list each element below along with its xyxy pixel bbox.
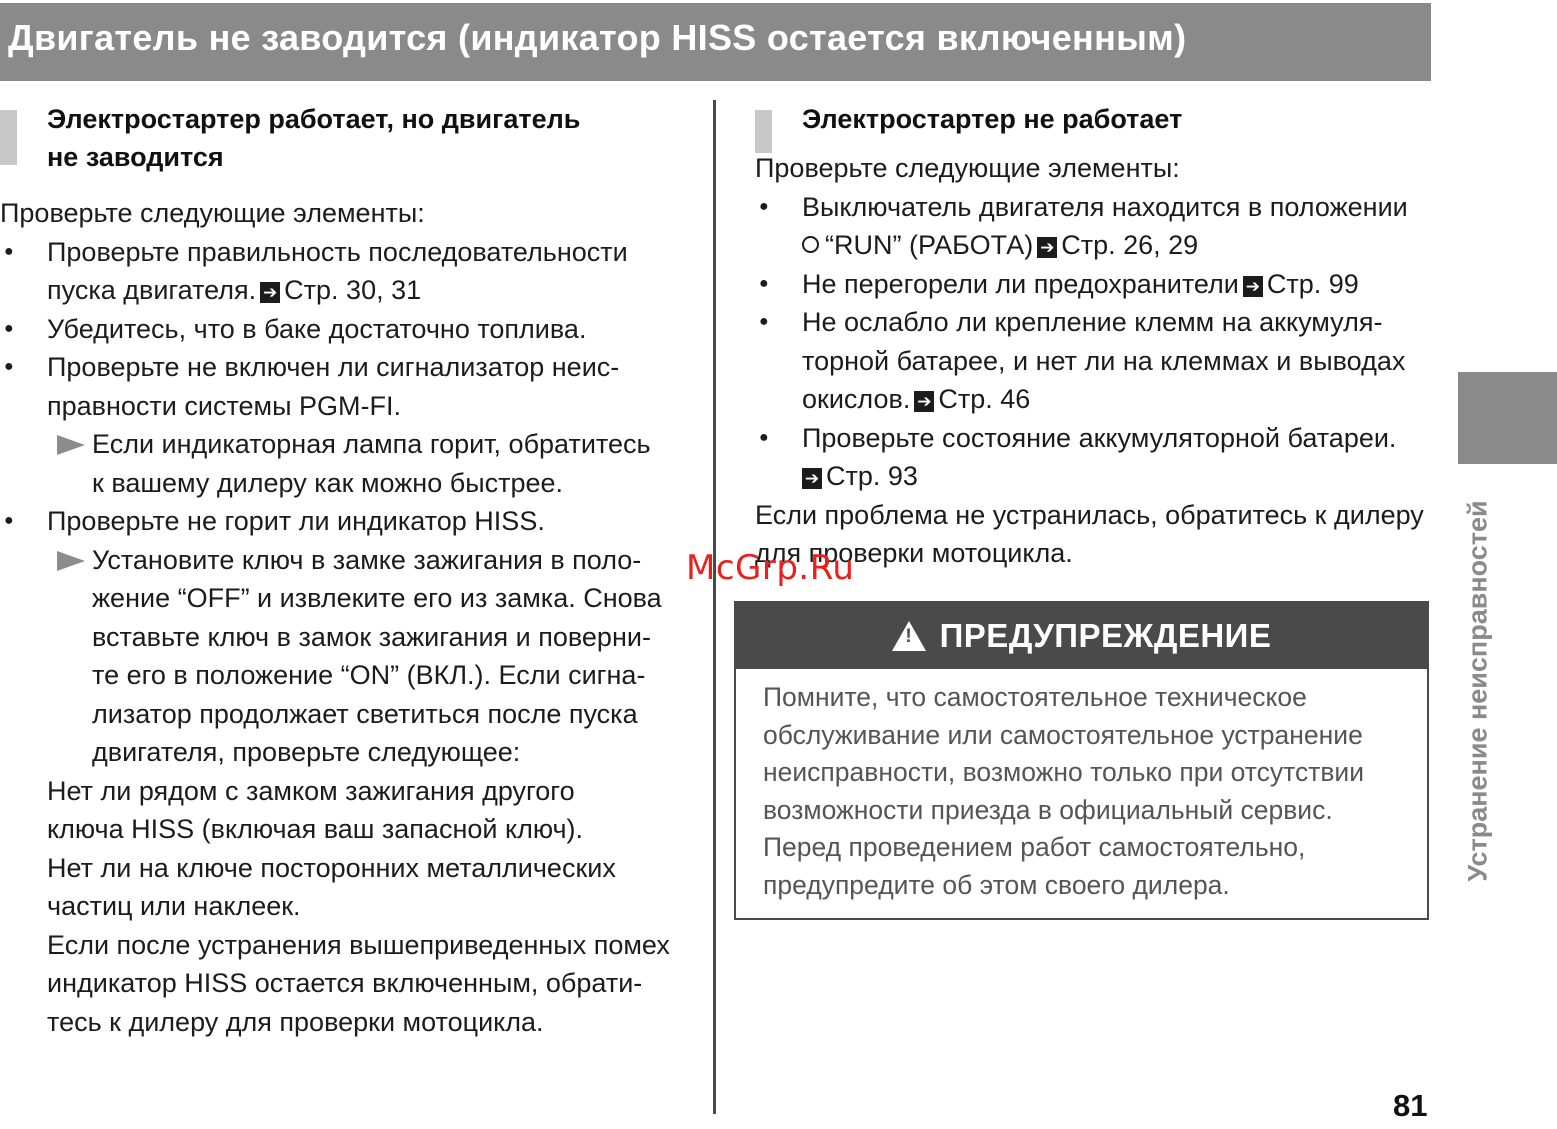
subheading-marker [755,110,772,153]
arrow-reference-icon: ➔ [1243,276,1263,297]
watermark: McGrp.Ru [686,548,855,588]
run-switch-icon [802,236,819,253]
page-reference: Стр. 93 [826,461,918,491]
left-column [0,100,700,1041]
right-subheading [755,100,1445,138]
right-column [755,100,1445,573]
page-reference: Стр. 46 [938,384,1031,414]
arrow-reference-icon: ➔ [802,468,822,489]
triangle-pointer-icon [57,551,85,571]
list-item: ● Выключатель двигателя находится в положении “RUN” (РАБОТА) ➔ Стр. 26, 29 [755,188,1445,265]
list-item: ● Проверьте не включен ли сигнализатор неис- правности системы PGM-FI. [0,348,700,425]
warning-body: Помните, что самостоятельное техническое обслуживание или самостоятельное устранение неисправности, возможно только при отсутствии возможности приезда в официальный сервис. Перед проведением работ самостоятельно, предупредите об этом своего дилера. [763,682,1365,900]
list-item: ● Убедитесь, что в баке достаточно топлива. [0,310,700,349]
page-reference: Стр. 30, 31 [284,275,422,305]
list-item: ● Проверьте состояние аккумуляторной батареи. ➔ Стр. 93 [755,419,1445,496]
left-heading-line2: не заводится [47,142,224,172]
arrow-reference-icon: ➔ [260,282,280,303]
title-bar [0,3,1431,81]
section-label: Устранение неисправностей [1462,500,1493,882]
note-item: Установите ключ в замке зажигания в поло- жение “OFF” и извлеките его из замка. Снова вставьте ключ в замок зажигания и поверни- те его в положение “ON” (ВКЛ.). Если сигна- лизатор продолжает светиться после пуска двигателя, проверьте следующее: [0,541,700,772]
page-number: 81 [1393,1088,1428,1123]
right-outro-line1: Если проблема не устранилась, обратитесь к дилеру [755,499,1424,530]
column-divider [713,100,716,1114]
right-bullet-list [755,188,1445,496]
subheading-marker [0,110,17,165]
page-reference: Стр. 26, 29 [1061,230,1199,260]
left-heading-line1: Электростартер работает, но двигатель [47,104,581,134]
right-intro: Проверьте следующие элементы: [755,153,1180,183]
arrow-reference-icon: ➔ [1037,237,1057,258]
list-item: ● Проверьте правильность последовательности пуска двигателя. ➔ Стр. 30, 31 [0,233,700,310]
list-item: ● Не ослабло ли крепление клемм на аккумуля- торной батарее, и нет ли на клеммах и выводах окислов. ➔ Стр. 46 [755,303,1445,419]
warning-header [736,603,1427,669]
right-outro-line2: для проверки мотоцикла. [755,538,1073,568]
left-tail-text: Нет ли рядом с замком зажигания другого ключа HISS (включая ваш запасной ключ). Нет ли на ключе посторонних металлических частиц или наклеек. Если после устранения вышеприведенных помех индикатор HISS остается включенным, обрати- тесь к дилеру для проверки мотоцикла. [47,775,670,1037]
list-item: ● Проверьте не горит ли индикатор HISS. [0,502,700,541]
warning-triangle-icon: ! [892,621,926,651]
note-item: Если индикаторная лампа горит, обратитесь к вашему дилеру как можно быстрее. [0,425,700,502]
triangle-pointer-icon [57,435,85,455]
left-subheading [0,100,700,176]
left-bullet-list [0,233,700,426]
warning-title: ПРЕДУПРЕЖДЕНИЕ [939,617,1272,654]
page-title: Двигатель не заводится (индикатор HISS остается включенным) [8,17,1187,58]
left-intro: Проверьте следующие элементы: [0,198,425,228]
arrow-reference-icon: ➔ [914,391,934,412]
section-tab [1458,372,1557,464]
page-reference: Стр. 99 [1266,268,1359,299]
warning-box [734,601,1429,920]
list-item: ● Не перегорели ли предохранители ➔ Стр. 99 [755,265,1445,304]
right-heading: Электростартер не работает [802,104,1183,134]
